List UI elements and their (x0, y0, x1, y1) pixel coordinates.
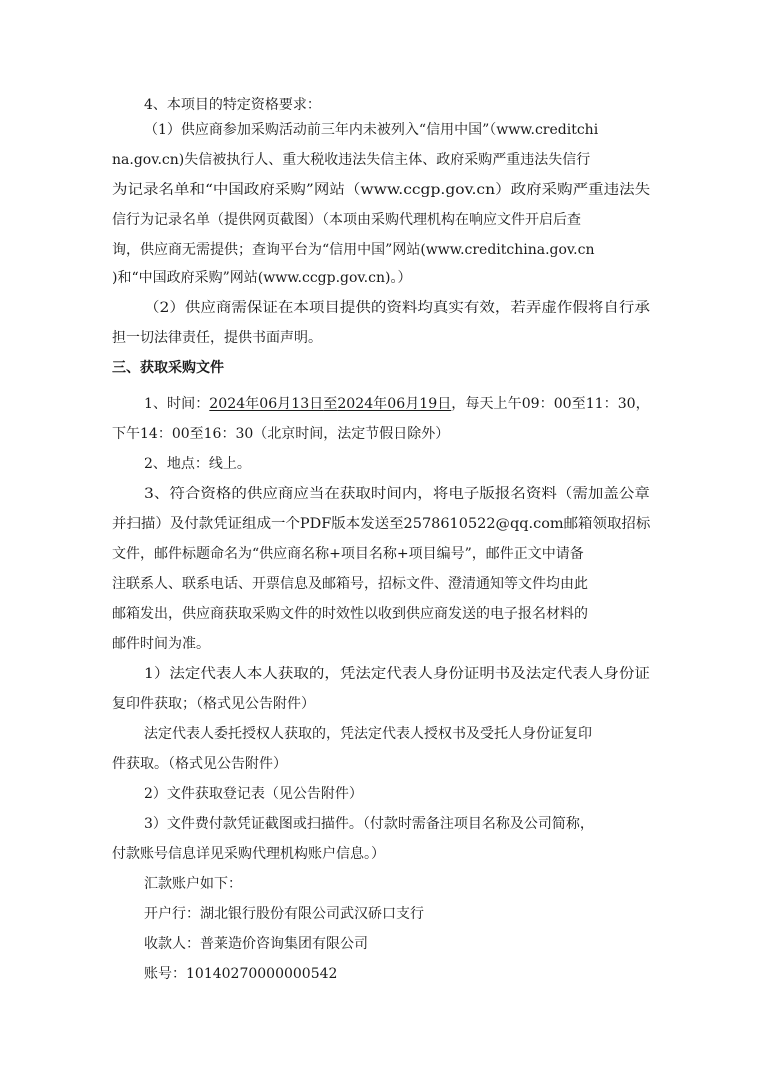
item-3-line-4: 注联系人、联系电话、开票信息及邮箱号，招标文件、澄清通知等文件均由此 (112, 576, 588, 592)
fee-line-2: 付款账号信息详见采购代理机构账户信息。） (112, 846, 385, 862)
item-3-line-5: 邮箱发出，供应商获取采购文件的时效性以收到供应商发送的电子报名材料的 (112, 606, 588, 622)
bank-line: 开户行：湖北银行股份有限公司武汉硚口支行 (144, 906, 424, 922)
requirement-1-line-4: 信行为记录名单（提供网页截图）（本项由采购代理机构在响应文件开启后查 (112, 212, 581, 228)
account-line: 账号：10140270000000542 (144, 966, 338, 982)
time-line-2: 下午14：00至16：30（北京时间，法定节假日除外） (112, 426, 450, 442)
item-3-line-1: 3、符合资格的供应商应当在获取时间内，将电子版报名资料（需加盖公章 (144, 486, 650, 502)
time-suffix: ，每天上午09：00至11：30， (451, 396, 650, 412)
time-line-1 (144, 394, 650, 414)
legal-rep-line-1: 1）法定代表人本人获取的，凭法定代表人身份证明书及法定代表人身份证 (144, 666, 650, 682)
time-end-date: 2024年06月19日 (337, 396, 452, 412)
section-3-heading: 三、获取采购文件 (112, 360, 224, 376)
registration-form-line: 2）文件获取登记表（见公告附件） (144, 786, 363, 802)
place-line: 2、地点：线上。 (144, 456, 251, 472)
item-3-line-3: 文件，邮件标题命名为“供应商名称+项目名称+项目编号”，邮件正文中请备 (112, 546, 584, 562)
time-prefix: 1、时间： (144, 396, 210, 412)
section-4-heading: 4、本项目的特定资格要求： (144, 97, 321, 113)
requirement-2-line-2: 担一切法律责任，提供书面声明。 (112, 330, 322, 346)
requirement-2-line-1: （2）供应商需保证在本项目提供的资料均真实有效，若弄虚作假将自行承 (144, 300, 650, 316)
legal-rep-line-2: 复印件获取；（格式见公告附件） (112, 696, 315, 712)
fee-line-1: 3）文件费付款凭证截图或扫描件。（付款时需备注项目名称及公司简称， (144, 816, 594, 832)
requirement-1-line-5: 询，供应商无需提供；查询平台为“信用中国”网站(www.creditchina.gov.cn (112, 242, 595, 258)
item-3-line-6: 邮件时间为准。 (112, 636, 210, 652)
requirement-1-line-3: 为记录名单和“中国政府采购”网站（www.ccgp.gov.cn）政府采购严重违法失 (112, 182, 651, 198)
requirement-1-line-6: )和“中国政府采购”网站(www.ccgp.gov.cn)。） (112, 270, 412, 286)
remit-title: 汇款账户如下： (144, 876, 242, 892)
requirement-1-line-1: （1）供应商参加采购活动前三年内未被列入“信用中国”（www.creditchi (144, 122, 599, 138)
time-start-date: 2024年06月13日 (209, 396, 324, 412)
item-3-line-2: 并扫描）及付款凭证组成一个PDF版本发送至2578610522@qq.com邮箱领取招标 (112, 516, 651, 532)
payee-line: 收款人：普莱造价咨询集团有限公司 (144, 936, 368, 952)
time-to: 至 (323, 396, 338, 412)
agent-line-2: 件获取。（格式见公告附件） (112, 756, 287, 772)
agent-line-1: 法定代表人委托授权人获取的，凭法定代表人授权书及受托人身份证复印 (144, 726, 592, 742)
requirement-1-line-2: na.gov.cn)失信被执行人、重大税收违法失信主体、政府采购严重违法失信行 (112, 152, 591, 168)
